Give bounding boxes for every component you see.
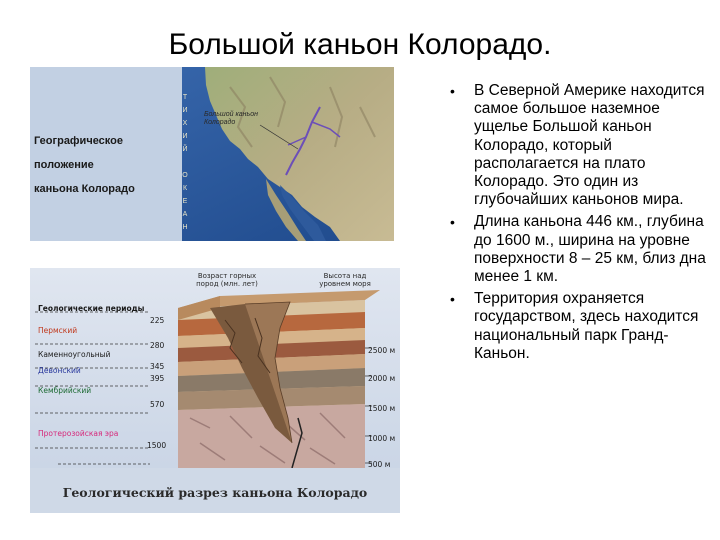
bullet-dot: • bbox=[450, 291, 455, 308]
map-caption-line2: каньона Колорадо bbox=[34, 183, 135, 195]
slide-title: Большой каньон Колорадо. bbox=[168, 28, 552, 61]
bullet-text: Длина каньона 446 км., глубина до 1600 м., ширина на уровне поверхности 8 – 25 км, близ дна менее 1 км. bbox=[474, 213, 706, 286]
bullet-text: В Северной Америке находится самое большое наземное ущелье Большой каньон Колорадо, который располагается на плато Колорадо. Это один из глубочайших каньонов мира. bbox=[474, 82, 705, 209]
period-cambrian: Кембрийский bbox=[38, 386, 92, 395]
geographic-location-map bbox=[30, 67, 394, 241]
canyon-map-label: Большой каньон Колорадо bbox=[204, 111, 258, 126]
period-devonian: Девонский bbox=[38, 366, 81, 375]
period-proterozoic: Протерозойская эра bbox=[38, 429, 119, 438]
bullet-text: Территория охраняется государством, здесь находится национальный парк Гранд-Каньон. bbox=[474, 290, 699, 362]
map-caption-line1: Географическое положение bbox=[34, 135, 123, 171]
age-1500: 1500 bbox=[147, 441, 167, 450]
age-225: 225 bbox=[150, 316, 165, 325]
altitude-1500: 1500 м bbox=[368, 404, 396, 413]
map-caption bbox=[34, 129, 184, 201]
period-permian: Пермский bbox=[38, 326, 78, 335]
age-280: 280 bbox=[150, 341, 165, 350]
bullet-item bbox=[450, 290, 710, 363]
periods-header: Геологические периоды bbox=[38, 304, 145, 313]
bullet-dot: • bbox=[450, 214, 455, 231]
altitude-1000: 1000 м bbox=[368, 434, 396, 443]
geologic-section-figure bbox=[30, 268, 400, 513]
ocean-label-vertical: Т И Х И Й О К Е А Н bbox=[182, 94, 188, 231]
altitude-2500: 2500 м bbox=[368, 346, 396, 355]
age-header: Возраст горных пород (млн. лет) bbox=[196, 272, 258, 288]
geology-caption: Геологический разрез каньона Колорадо bbox=[62, 485, 368, 500]
altitude-header: Высота над уровнем моря bbox=[319, 272, 371, 288]
altitude-2000: 2000 м bbox=[368, 374, 396, 383]
bullet-list bbox=[450, 82, 710, 363]
age-345: 345 bbox=[150, 362, 165, 371]
age-570: 570 bbox=[150, 400, 165, 409]
bullet-item bbox=[450, 213, 710, 286]
bullet-dot: • bbox=[450, 83, 455, 99]
bullet-item bbox=[450, 82, 710, 209]
altitude-500: 500 м bbox=[368, 460, 391, 469]
age-395: 395 bbox=[150, 374, 165, 383]
period-carboniferous: Каменноугольный bbox=[38, 350, 111, 359]
